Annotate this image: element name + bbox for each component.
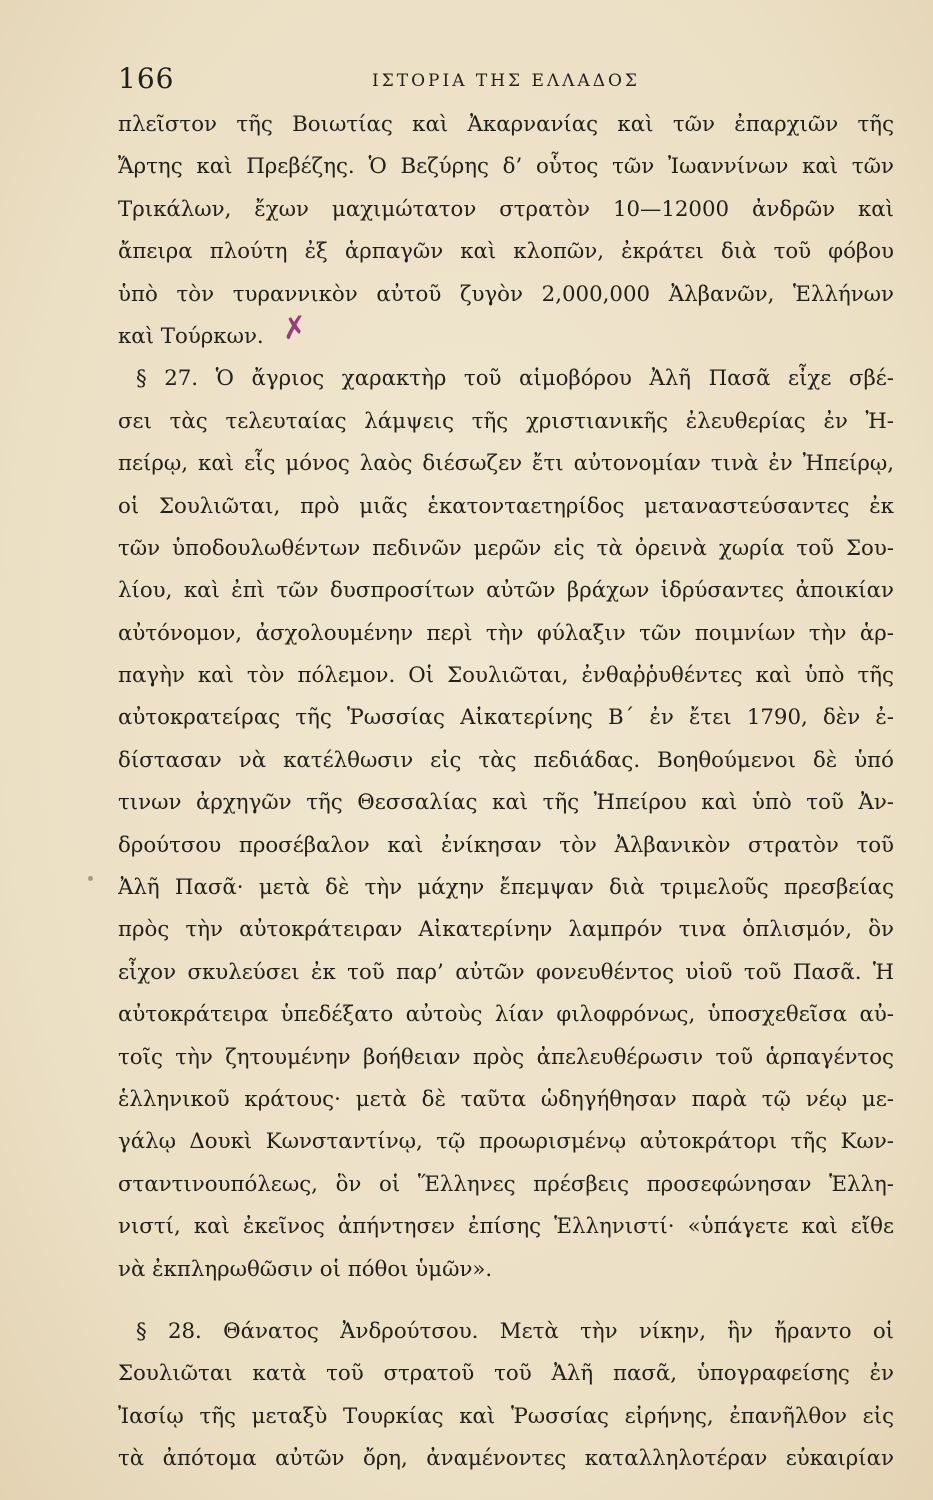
page-header — [118, 62, 894, 98]
paper-speck — [88, 876, 93, 881]
text-line: πλεῖστον τῆς Βοιωτίας καὶ Ἀκαρνανίας καὶ τῶν ἐπαρχιῶν τῆς — [118, 112, 894, 137]
text-line: ὑπὸ τὸν τυραννικὸν αὐτοῦ ζυγὸν 2,000,000 Ἀλβανῶν, Ἑλλήνων — [118, 281, 894, 307]
text-line: πείρῳ, καὶ εἷς μόνος λαὸς διέσωζεν ἔτι αὐτονομίαν τινὰ ἐν Ἠπείρῳ, — [118, 451, 894, 477]
section-27-heading-line: § 27. Ὁ ἄγριος χαρακτὴρ τοῦ αἱμοβόρου Ἀλῆ Πασᾶ εἶχε σβέ- — [136, 366, 894, 392]
body-text — [118, 104, 894, 1481]
text-line: Ἰασίῳ τῆς μεταξὺ Τουρκίας καὶ Ῥωσσίας εἰρήνης, ἐπανῆλθον εἰς — [118, 1403, 894, 1429]
text-line: παγὴν καὶ τὸν πόλεμον. Οἱ Σουλιῶται, ἐνθαῤῥυθέντες καὶ ὑπὸ τῆς — [118, 663, 894, 689]
text-line: τινων ἀρχηγῶν τῆς Θεσσαλίας καὶ τῆς Ἠπείρου καὶ ὑπὸ τοῦ Ἀν- — [118, 790, 894, 816]
text-line: Τρικάλων, ἔχων μαχιμώτατον στρατὸν 10—12000 ἀνδρῶν καὶ — [118, 196, 894, 222]
text-line: λίου, καὶ ἐπὶ τῶν δυσπροσίτων αὐτῶν βράχων ἱδρύσαντες ἀποικίαν — [118, 578, 894, 604]
text-line: Ἄρτης καὶ Πρεβέζης. Ὁ Βεζύρης δ’ οὗτος τῶν Ἰωαννίνων καὶ τῶν — [118, 154, 894, 180]
text-line: καὶ Τούρκων. — [118, 323, 264, 349]
text-line: οἱ Σουλιῶται, πρὸ μιᾶς ἑκατονταετηρίδος μεταναστεύσαντες ἐκ — [118, 493, 894, 519]
paragraph-gap — [118, 1291, 894, 1311]
handwritten-cross-mark: ✗ — [279, 309, 310, 348]
text-line: αὐτοκράτειρα ὑπεδέξατο αὐτοὺς λίαν φιλοφρόνως, ὑποσχεθεῖσα αὐ- — [118, 1002, 894, 1028]
text-line: εἶχον σκυλεύσει ἐκ τοῦ παρ’ αὐτῶν φονευθέντος υἱοῦ τοῦ Πασᾶ. Ἡ — [118, 959, 894, 985]
text-line: ἑλληνικοῦ κράτους· μετὰ δὲ ταῦτα ὡδηγήθησαν παρὰ τῷ νέῳ με- — [118, 1086, 894, 1112]
text-line: δρούτσου προσέβαλον καὶ ἐνίκησαν τὸν Ἀλβανικὸν στρατὸν τοῦ — [118, 832, 894, 858]
text-line: νιστί, καὶ ἐκεῖνος ἀπήντησεν ἐπίσης Ἑλληνιστί· «ὑπάγετε καὶ εἴθε — [118, 1214, 894, 1240]
page-number: 166 — [118, 62, 175, 95]
text-line: σταντινουπόλεως, ὃν οἱ Ἕλληνες πρέσβεις προσεφώνησαν Ἑλλη- — [118, 1171, 894, 1197]
text-line: αὐτοκρατείρας τῆς Ῥωσσίας Αἰκατερίνης Β´ ἐν ἔτει 1790, δὲν ἐ- — [118, 705, 894, 731]
text-line: γάλῳ Δουκὶ Κωνσταντίνῳ, τῷ προωρισμένῳ αὐτοκράτορι τῆς Κων- — [118, 1129, 894, 1155]
text-line: Ἀλῆ Πασᾶ· μετὰ δὲ τὴν μάχην ἔπεμψαν διὰ τριμελοῦς πρεσβείας — [118, 875, 894, 901]
text-line: Σουλιῶται κατὰ τοῦ στρατοῦ τοῦ Ἀλῆ πασᾶ, ὑπογραφείσης ἐν — [118, 1361, 894, 1387]
text-line: τοῖς τὴν ζητουμένην βοήθειαν πρὸς ἀπελευθέρωσιν τοῦ ἁρπαγέντος — [118, 1044, 894, 1070]
text-line: ἄπειρα πλούτη ἐξ ἁρπαγῶν καὶ κλοπῶν, ἐκράτει διὰ τοῦ φόβου — [118, 239, 894, 265]
text-line: αὐτόνομον, ἀσχολουμένην περὶ τὴν φύλαξιν τῶν ποιμνίων τὴν ἁρ- — [118, 620, 894, 646]
text-line: πρὸς τὴν αὐτοκράτειραν Αἰκατερίνην λαμπρόν τινα ὁπλισμόν, ὃν — [118, 917, 894, 943]
text-line: δίστασαν νὰ κατέλθωσιν εἰς τὰς πεδιάδας. Βοηθούμενοι δὲ ὑπό — [118, 747, 894, 773]
text-line: νὰ ἐκπληρωθῶσιν οἱ πόθοι ὑμῶν». — [118, 1256, 493, 1282]
text-line: σει τὰς τελευταίας λάμψεις τῆς χριστιανικῆς ἐλευθερίας ἐν Ἠ- — [118, 408, 894, 434]
section-28-heading-line: § 28. Θάνατος Ἀνδρούτσου. Μετὰ τὴν νίκην, ἣν ἤραντο οἱ — [136, 1318, 894, 1344]
text-line: τὰ ἀπότομα αὐτῶν ὄρη, ἀναμένοντες καταλληλοτέραν εὐκαιρίαν — [118, 1446, 894, 1472]
text-line: τῶν ὑποδουλωθέντων πεδινῶν μερῶν εἰς τὰ ὀρεινὰ χωρία τοῦ Σου- — [118, 535, 894, 561]
running-title: ΙΣΤΟΡΙΑ ΤΗΣ ΕΛΛΑΔΟΣ — [372, 71, 640, 91]
